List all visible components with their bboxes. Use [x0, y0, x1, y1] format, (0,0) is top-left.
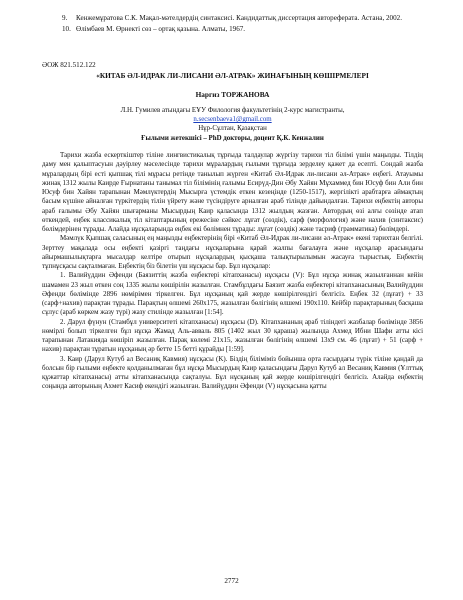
reference-text: Өлімбаев М. Өрнекті сөз – ортақ қазына. Алматы, 1967.	[76, 24, 246, 33]
reference-number: 9.	[62, 14, 68, 22]
reference-number: 10.	[62, 24, 71, 33]
supervisor-line: Ғылыми жетекшісі – PhD докторы, доцент Қ.К. Кенжалин	[141, 134, 324, 142]
udc-code: ӘОЖ 821.512.122	[42, 61, 96, 69]
body-paragraph: 3. Каир (Дарул Кутуб ал Весаниқ Кавмия) нұсқасы (K). Біздің біліміміз бойынша орта ғасырдағы түрік тіліне қандай да болсын бір ғылыми еңбекте қолданылмаған бұл нұсқа Мысырдың Каир қаласындағы Дарул Кутуб ал Весаниқ Кавмия (Ұлттық құжаттар кітапханасы) атты кітапханасында сақталуы. Бұл нұсқаның қай жерде көшірілгендігі белгісіз. Алайда еңбектің соңында авторының Ахмет Касиф екендігі жазылған. Валийүддин Әфенди (V) нұсқасына қатты	[42, 354, 423, 391]
affiliation-line: Л.Н. Гумилев атындағы ЕҰУ Филология факультетінің 2-курс магистранты,	[120, 107, 345, 114]
body-paragraph: 2. Дарул фүнун (Стамбұл университеті кітапханасы) нұсқасы (D). Кітапхананың араб тіліндегі жазбалар бөлімінде 3856 нөмірлі болып тіркелген бұл нұсқа Жамад Аль-авваль 805 (1402 жыл 30 қараша) жылында Ахмед Ибни Шафи атты кісі тарапынан Латакияда көшіріп жазылған. Парақ көлемі 21x15, жазылған бөлігінің өлшемі 13x9 см. 46 (лұғат) + 51 (сарф + нахив) парақтан тұратын нұсқаның әр бетте 15 бетті құрайды [1:59].	[42, 317, 423, 354]
page-number: 2772	[224, 577, 239, 585]
affiliation-city: Нұр-Сұлтан, Қазақстан	[198, 125, 267, 133]
body-paragraph: Мәмлүк Қыпшақ саласының ең маңызды еңбектерінің бірі «Китаб Әл-Идрак ли-лисани әл-Атрак» екені тарихтан белгілі. Зерттеу мақалада осы еңбекті қазіргі таңдағы нұсқаларына қарай жалпы бағалауға және нұсқалар арасындағы айырмашылықтарға мысалдар келтіре отырып нұсқалардың қысқаша талықтырылымын жасауға тырыстық. Еңбектің тұпнұсқасы сақталмаған. Еңбектің біз білетін үш нұсқасы бар. Бұл нұсқалар:	[42, 234, 423, 270]
author-email[interactable]: n.secsenbaeva1@gmail.com	[193, 116, 272, 124]
reference-text: Кенжемұратова С.К. Мақал-мәтелдердің синтаксисі. Кандидаттық диссертация автореферата. Астана, 2002.	[76, 14, 402, 22]
article-body	[42, 151, 423, 392]
reference-item	[62, 14, 423, 24]
body-paragraph: Тарихи жазба ескерткіштер тіліне лингвистикалық тұрғыда талдаулар жүргізу тарихи тіл білімі үшін маңызды. Тілдің даму мен қалыптасуын дәуірлеу мәселесінде тарихи мұралардың ғылыми тұрғыда зерделеу қажет да есепті. Сондай жазба мұралардың бірі есті қыпшақ тілі мұрасы ретінде танылып жүрген «Китаб Әл-Идрак ли-лисани әл-Атрак» еңбегі. Атауымы жинақ 1312 жылы Каирде Ғырнатаны танымал тіл білімінің ғалымы Есирүд-Дин Әбу Хайян Мұхаммед бин Юсуф бин Али бин Юсуф бин Хайян тарапынан Мәмлүктердің Мысырға үстемдік еткен кезеңінде (1250-1517), жергілікті арабтарға аймақтың басым күшіне айналған түркітердің тілін үйрету және түсіндіруге арналған араб тілінде дайындалған. Тарихи еңбектің авторы араб ғалымы Әбу Хайян шығарманы Мысырдың Каир қаласында 1312 жылдың жазған. Автордың өзі алғы сөзінде атап өткендей, еңбек классикалық тіл кітаптарының ережесіне сәйкес лұғат (сөздік), сарф (морфология) және нахив (синтаксис) бөлімдерінен тұрады. Алайда нұсқаларында еңбек екі бөлімнен тұрады: лұғат (сөздік) және тасриф (грамматика) бөлімдері.	[42, 151, 423, 233]
article-title: «КИТАБ ӘЛ-ИДРАК ЛИ-ЛИСАНИ ӘЛ-АТРАК» ЖИНАҒЫНЫҢ КӨШІРМЕЛЕРІ	[96, 71, 369, 80]
reference-list	[62, 14, 423, 34]
reference-item	[62, 25, 423, 35]
author-name: Наргиз ТОРЖАНОВА	[195, 90, 270, 99]
body-paragraph: 1. Валийүддин Әфенди (Баязиттің жазба еңбектері кітапханасы) нұсқасы (V): Бұл нұсқа жинақ жазылғаннан кейін шамамен 23 жыл өткен соң 1335 жылы көшірілін жазылған. Стамбұлдағы Баязит жазба еңбектері кітапханасының Валийүддин Әфенди бөлімінде 2896 нөмірімен тіркелген. Бұл нұсқаның қай жерде көшірілгендігі белгісіз. Еңбек 32 (лұғат) + 33 (сарф+нахив) парақтан тұрады. Парақтың өлшемі 260x175, жазылған бөлігінің өлшемі 190x110. Кейбір парақтарының басқаша сұлус (араб көркем жазу түрі) жазу стилінде жазылған [1:54].	[42, 271, 423, 317]
author-affiliation	[42, 106, 423, 143]
